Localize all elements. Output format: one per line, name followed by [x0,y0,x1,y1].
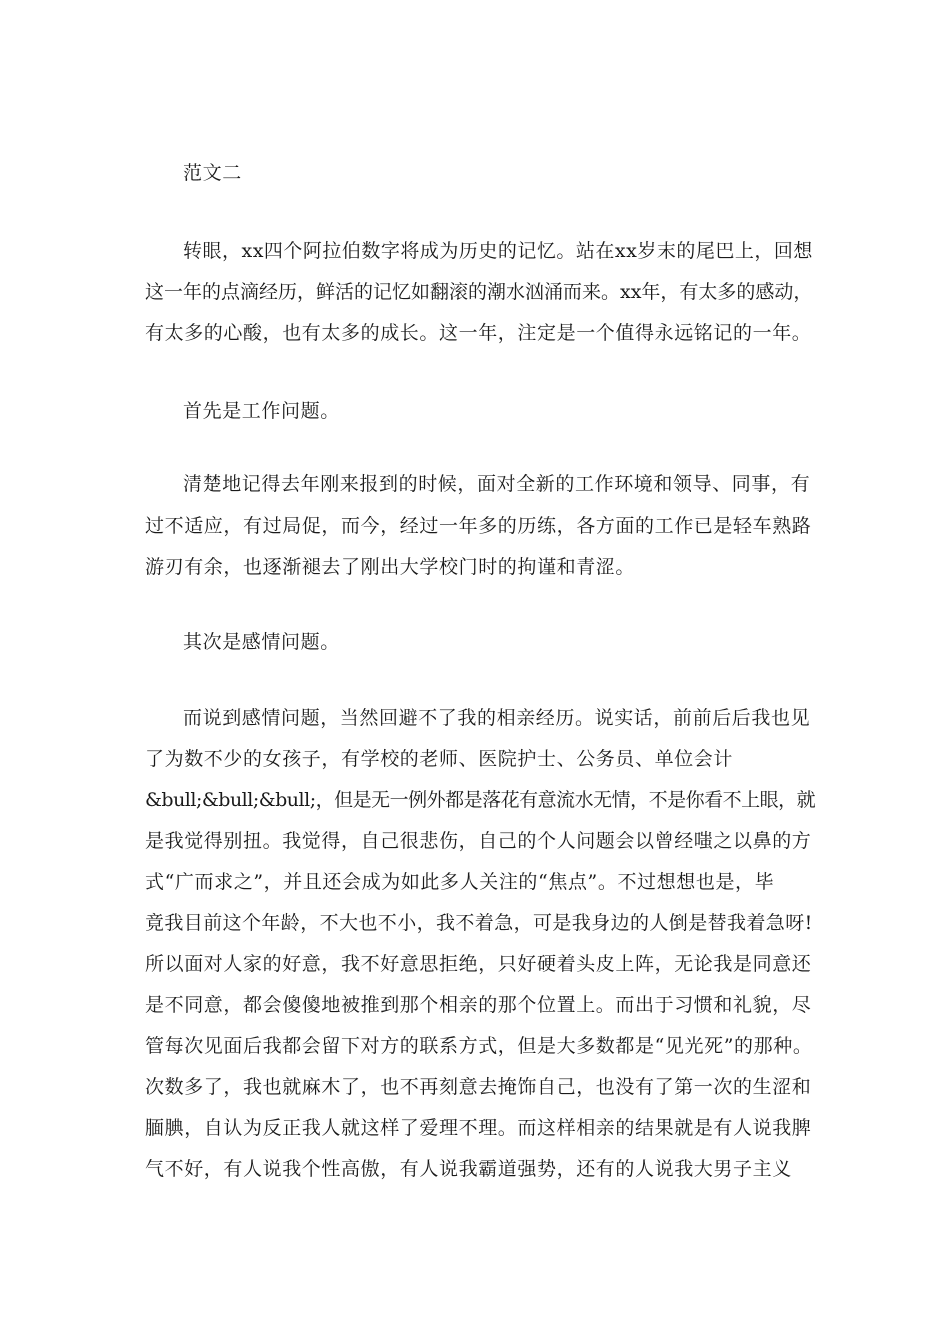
paragraph-5-line-3: &bull;&bull;&bull;，但是无一例外都是落花有意流水无情，不是你看不上眼，就 [145,789,816,811]
paragraph-5-line-12: 气不好，有人说我个性高傲，有人说我霸道强势，还有的人说我大男子主义 [145,1158,792,1180]
paragraph-5-line-6: 竟我目前这个年龄，不大也不小，我不着急，可是我身边的人倒是替我着急呀! [145,912,813,934]
paragraph-5-line-4: 是我觉得别扭。我觉得，自己很悲伤，自己的个人问题会以曾经嗤之以鼻的方 [145,830,812,852]
paragraph-1-line-2: 这一年的点滴经历，鲜活的记忆如翻滚的潮水汹涌而来。xx年，有太多的感动， [145,281,813,303]
paragraph-2-line-1: 首先是工作问题。 [183,400,340,422]
paragraph-5-line-1: 而说到感情问题，当然回避不了我的相亲经历。说实话，前前后后我也见 [183,707,811,729]
paragraph-5-line-11: 腼腆，自认为反正我人就这样了爱理不理。而这样相亲的结果就是有人说我脾 [145,1117,812,1139]
section-heading: 范文二 [183,162,242,184]
paragraph-5-line-10: 次数多了，我也就麻木了，也不再刻意去掩饰自己，也没有了第一次的生涩和 [145,1076,812,1098]
paragraph-5-line-9: 管每次见面后我都会留下对方的联系方式，但是大多数都是“见光死”的那种。 [145,1035,813,1057]
paragraph-5-line-7: 所以面对人家的好意，我不好意思拒绝，只好硬着头皮上阵，无论我是同意还 [145,953,812,975]
paragraph-5-line-5: 式“广而求之”，并且还会成为如此多人关注的“焦点”。不过想想也是，毕 [145,871,775,893]
paragraph-3-line-3: 游刃有余，也逐渐褪去了刚出大学校门时的拘谨和青涩。 [145,556,636,578]
paragraph-3-line-1: 清楚地记得去年刚来报到的时候，面对全新的工作环境和领导、同事，有 [183,473,811,495]
paragraph-5-line-8: 是不同意，都会傻傻地被推到那个相亲的那个位置上。而出于习惯和礼貌，尽 [145,994,812,1016]
paragraph-1-line-3: 有太多的心酸，也有太多的成长。这一年，注定是一个值得永远铭记的一年。 [145,322,812,344]
paragraph-4-line-1: 其次是感情问题。 [183,631,340,653]
paragraph-1-line-1: 转眼，xx四个阿拉伯数字将成为历史的记忆。站在xx岁末的尾巴上，回想 [183,240,813,262]
paragraph-3-line-2: 过不适应，有过局促，而今，经过一年多的历练，各方面的工作已是轻车熟路 [145,515,812,537]
paragraph-5-line-2: 了为数不少的女孩子，有学校的老师、医院护士、公务员、单位会计 [145,748,734,770]
